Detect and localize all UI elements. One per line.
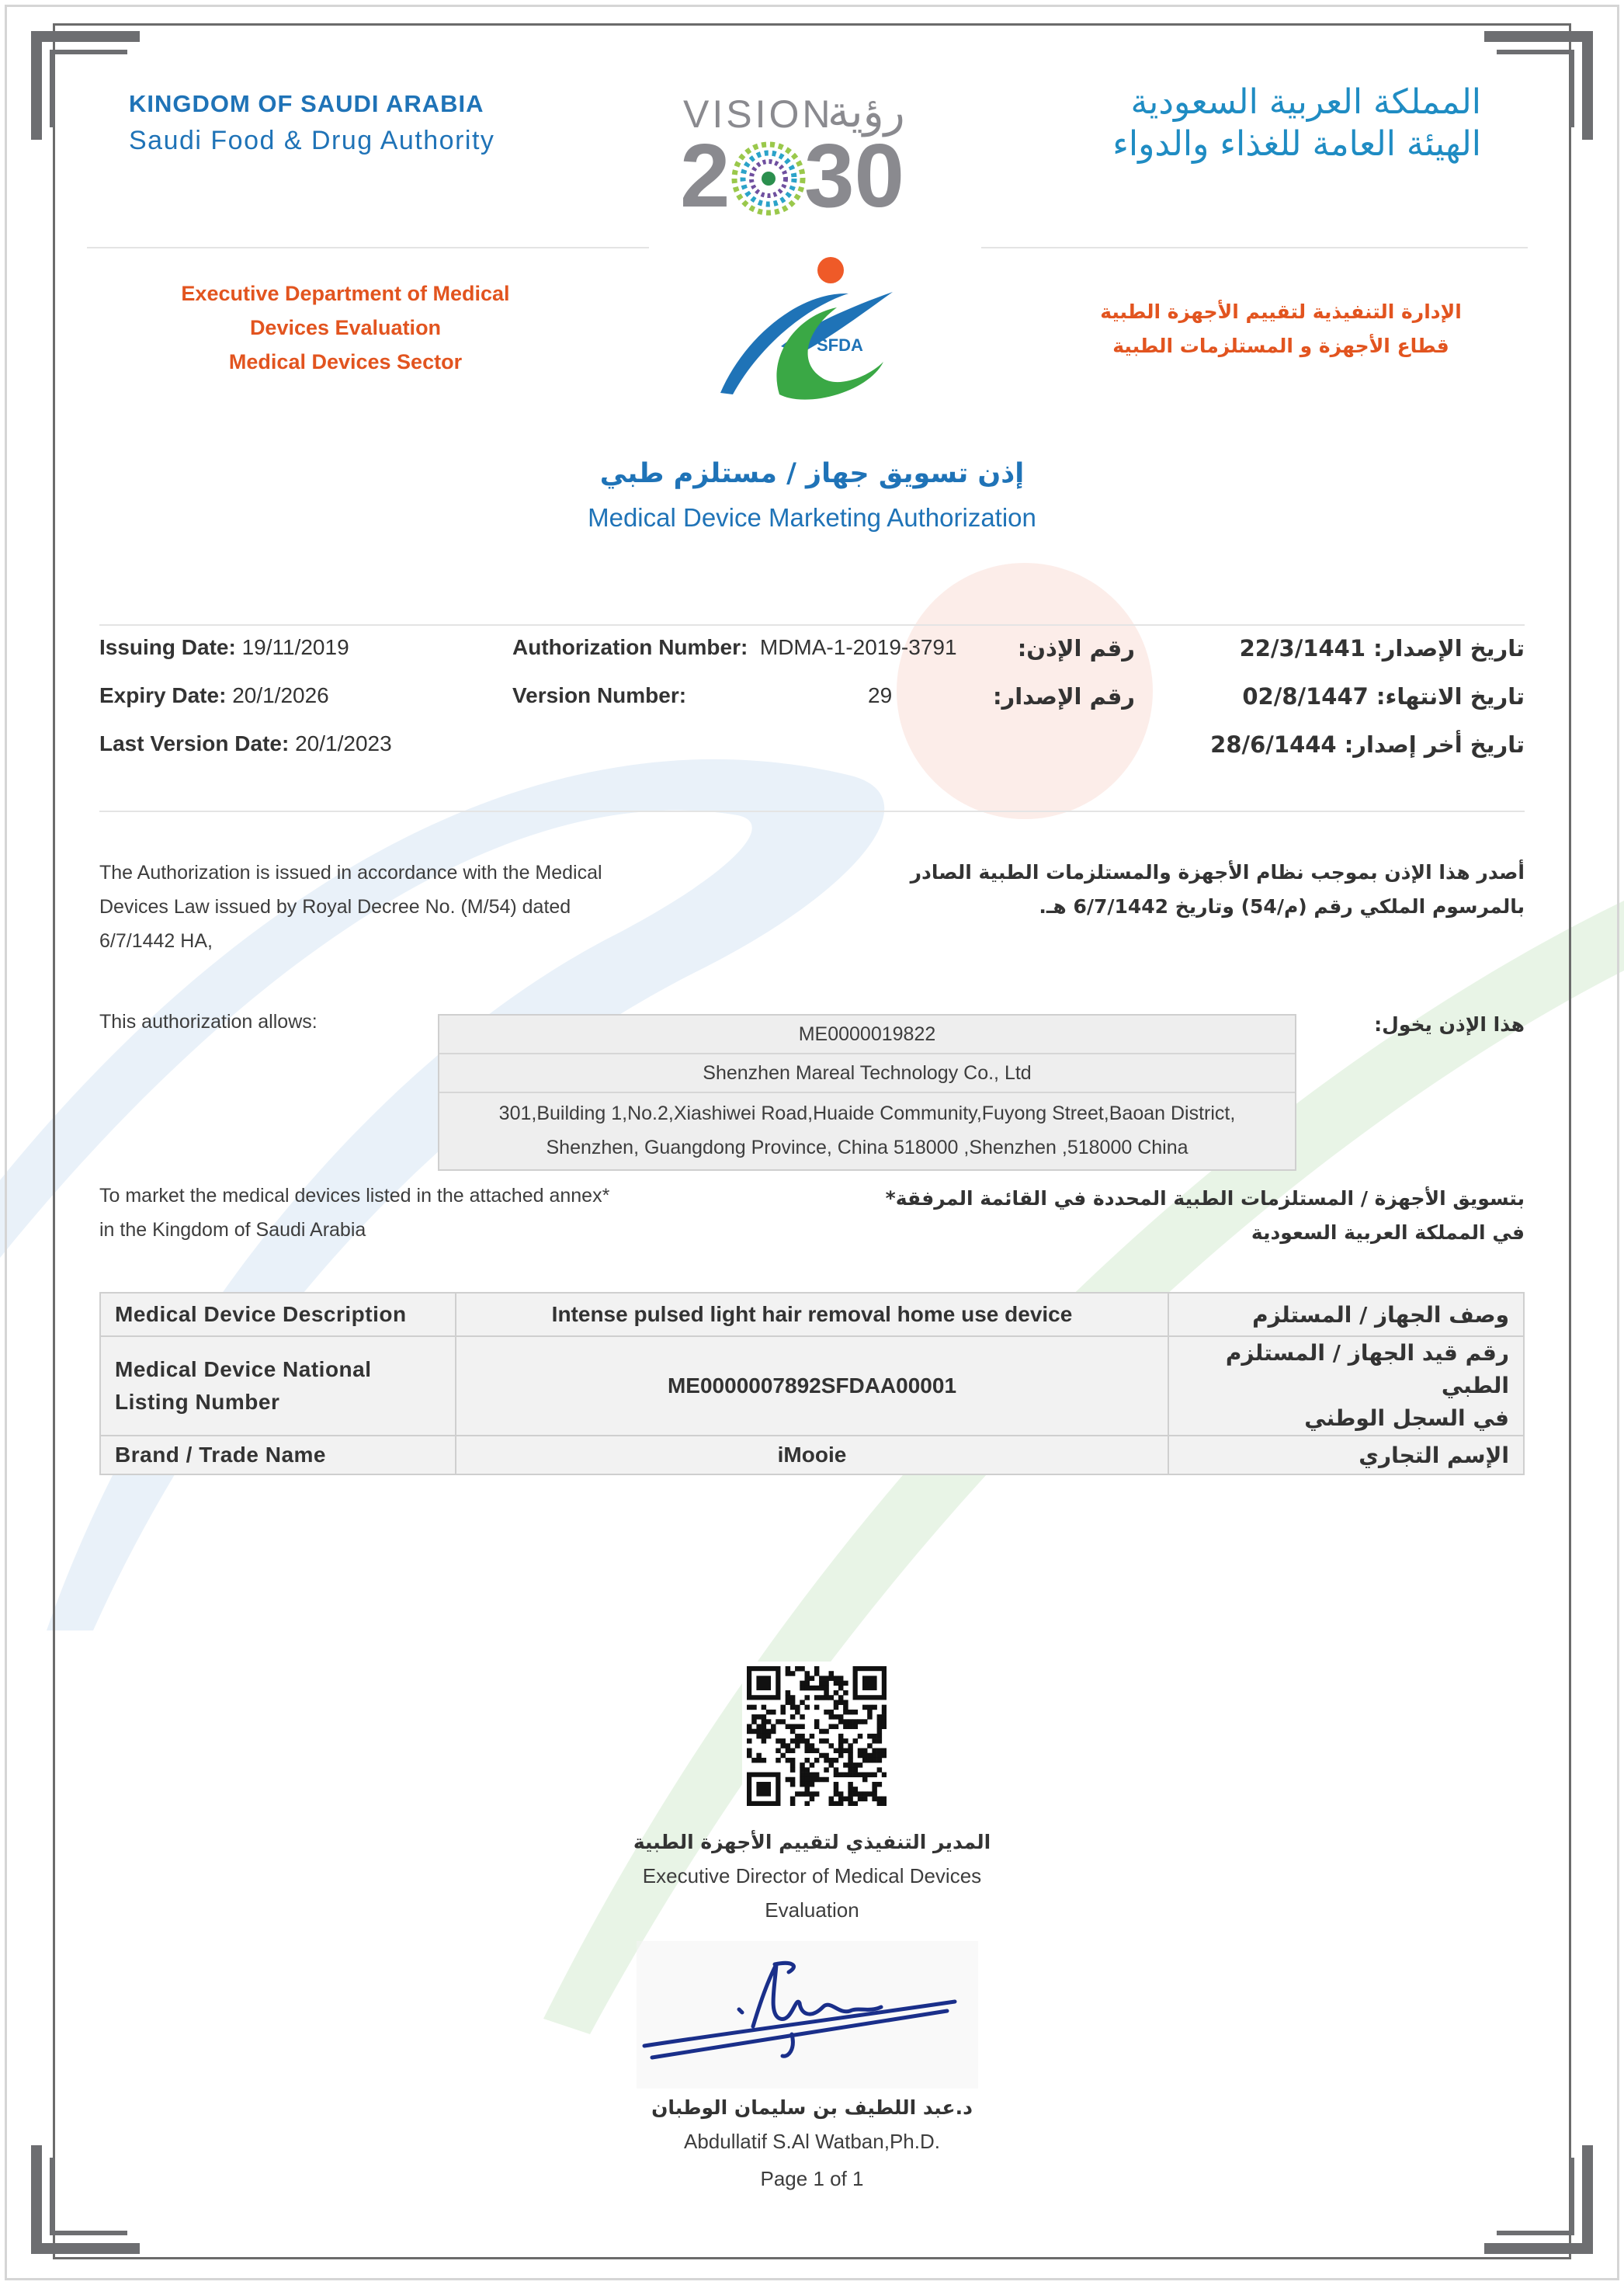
company-name: Shenzhen Mareal Technology Co., Ltd <box>439 1054 1295 1093</box>
law-text-en: The Authorization is issued in accordance with the Medical Devices Law issued by Royal Decree No. (M/54) dated 6/7/1442 HA, <box>99 862 602 952</box>
authorization-number: Authorization Number: MDMA-1-2019-3791 <box>512 635 957 659</box>
title-en: Medical Device Marketing Authorization <box>588 503 1036 532</box>
vision-emblem-icon <box>730 140 807 217</box>
director-name-ar: د.عبد اللطيف بن سليمان الوطبان <box>651 2096 973 2119</box>
header-divider-left <box>87 247 649 248</box>
law-text-ar: أصدر هذا الإذن بموجب نظام الأجهزة والمستلزمات الطبية الصادر بالمرسوم الملكي رقم (م/54) وتاريخ 6/7/1442 هـ. <box>910 861 1525 918</box>
allows-label-ar: هذا الإذن يخول: <box>1374 1013 1525 1036</box>
last-version-date: Last Version Date: 20/1/2023 <box>99 731 392 755</box>
title-ar: إذن تسويق جهاز / مستلزم طبي <box>599 458 1025 489</box>
version-number-value: 29 <box>868 683 893 707</box>
issuing-date: Issuing Date: 19/11/2019 <box>99 635 349 659</box>
allows-label-en: This authorization allows: <box>99 1011 318 1033</box>
director-name-en: Abdullatif S.Al Watban,Ph.D. <box>684 2130 940 2153</box>
establishment-box <box>438 1014 1296 1171</box>
qr-code[interactable] <box>742 1662 891 1811</box>
device-description-label-ar: وصف الجهاز / المستلزم <box>1168 1293 1524 1336</box>
brand-label: Brand / Trade Name <box>100 1436 456 1474</box>
title-divider <box>99 624 1525 626</box>
version-label-ar: رقم الإصدار: <box>992 683 1135 710</box>
department-ar: الإدارة التنفيذية لتقييم الأجهزة الطبية قطاع الأجهزة و المستلزمات الطبية <box>1100 300 1462 357</box>
table-row <box>100 1436 1524 1474</box>
vision-2030-logo: VISION رؤية 2 30 <box>680 87 905 226</box>
issue-date-ar: تاريخ الإصدار: 22/3/1441 <box>1239 635 1525 662</box>
table-row <box>100 1293 1524 1336</box>
device-table <box>99 1292 1525 1475</box>
expiry-date-ar: تاريخ الانتهاء: 02/8/1447 <box>1242 683 1525 710</box>
market-text-en: To market the medical devices listed in the attached annex* in the Kingdom of Saudi Arabia <box>99 1185 610 1241</box>
org-name-ar: المملكة العربية السعودية <box>1130 82 1481 122</box>
version-number-label: Version Number: <box>512 683 687 707</box>
listing-number-label-ar: رقم قيد الجهاز / المستلزم الطبي في السجل الوطني <box>1168 1336 1524 1436</box>
org-subname-en: Saudi Food & Drug Authority <box>129 126 495 155</box>
device-description-value: Intense pulsed light hair removal home use device <box>456 1293 1168 1336</box>
auth-number-label-ar: رقم الإذن: <box>1017 635 1135 662</box>
sfda-logo-text: SFDA <box>817 335 863 355</box>
dates-divider <box>99 811 1525 812</box>
org-subname-ar: الهيئة العامة للغذاء والدواء <box>1112 124 1481 164</box>
market-text-ar: بتسويق الأجهزة / المستلزمات الطبية المحددة في القائمة المرفقة* في المملكة العربية السعودية <box>885 1187 1525 1244</box>
page-number: Page 1 of 1 <box>760 2167 864 2190</box>
sfda-logo-icon <box>713 253 899 401</box>
device-description-label: Medical Device Description <box>100 1293 456 1336</box>
org-name-en: KINGDOM OF SAUDI ARABIA <box>129 90 484 117</box>
last-version-date-ar: تاريخ أخر إصدار: 28/6/1444 <box>1210 731 1525 758</box>
signature <box>637 1941 978 2089</box>
establishment-number: ME0000019822 <box>439 1016 1295 1054</box>
header-divider-right <box>981 247 1528 248</box>
brand-value: iMooie <box>456 1436 1168 1474</box>
brand-label-ar: الإسم التجاري <box>1168 1436 1524 1474</box>
expiry-date: Expiry Date: 20/1/2026 <box>99 683 329 707</box>
director-title-en: Executive Director of Medical Devices Evaluation <box>642 1864 982 1922</box>
listing-number-value: ME0000007892SFDAA00001 <box>456 1336 1168 1436</box>
listing-number-label: Medical Device National Listing Number <box>100 1336 456 1436</box>
director-title-ar: المدير التنفيذي لتقييم الأجهزة الطبية <box>633 1831 991 1853</box>
department-en: Executive Department of Medical Devices Evaluation Medical Devices Sector <box>181 282 510 373</box>
table-row <box>100 1336 1524 1436</box>
company-address: 301,Building 1,No.2,Xiashiwei Road,Huaide Community,Fuyong Street,Baoan District, Shenzhen, Guangdong Province, China 518000 ,Shenzhen ,518000 China <box>498 1103 1236 1158</box>
